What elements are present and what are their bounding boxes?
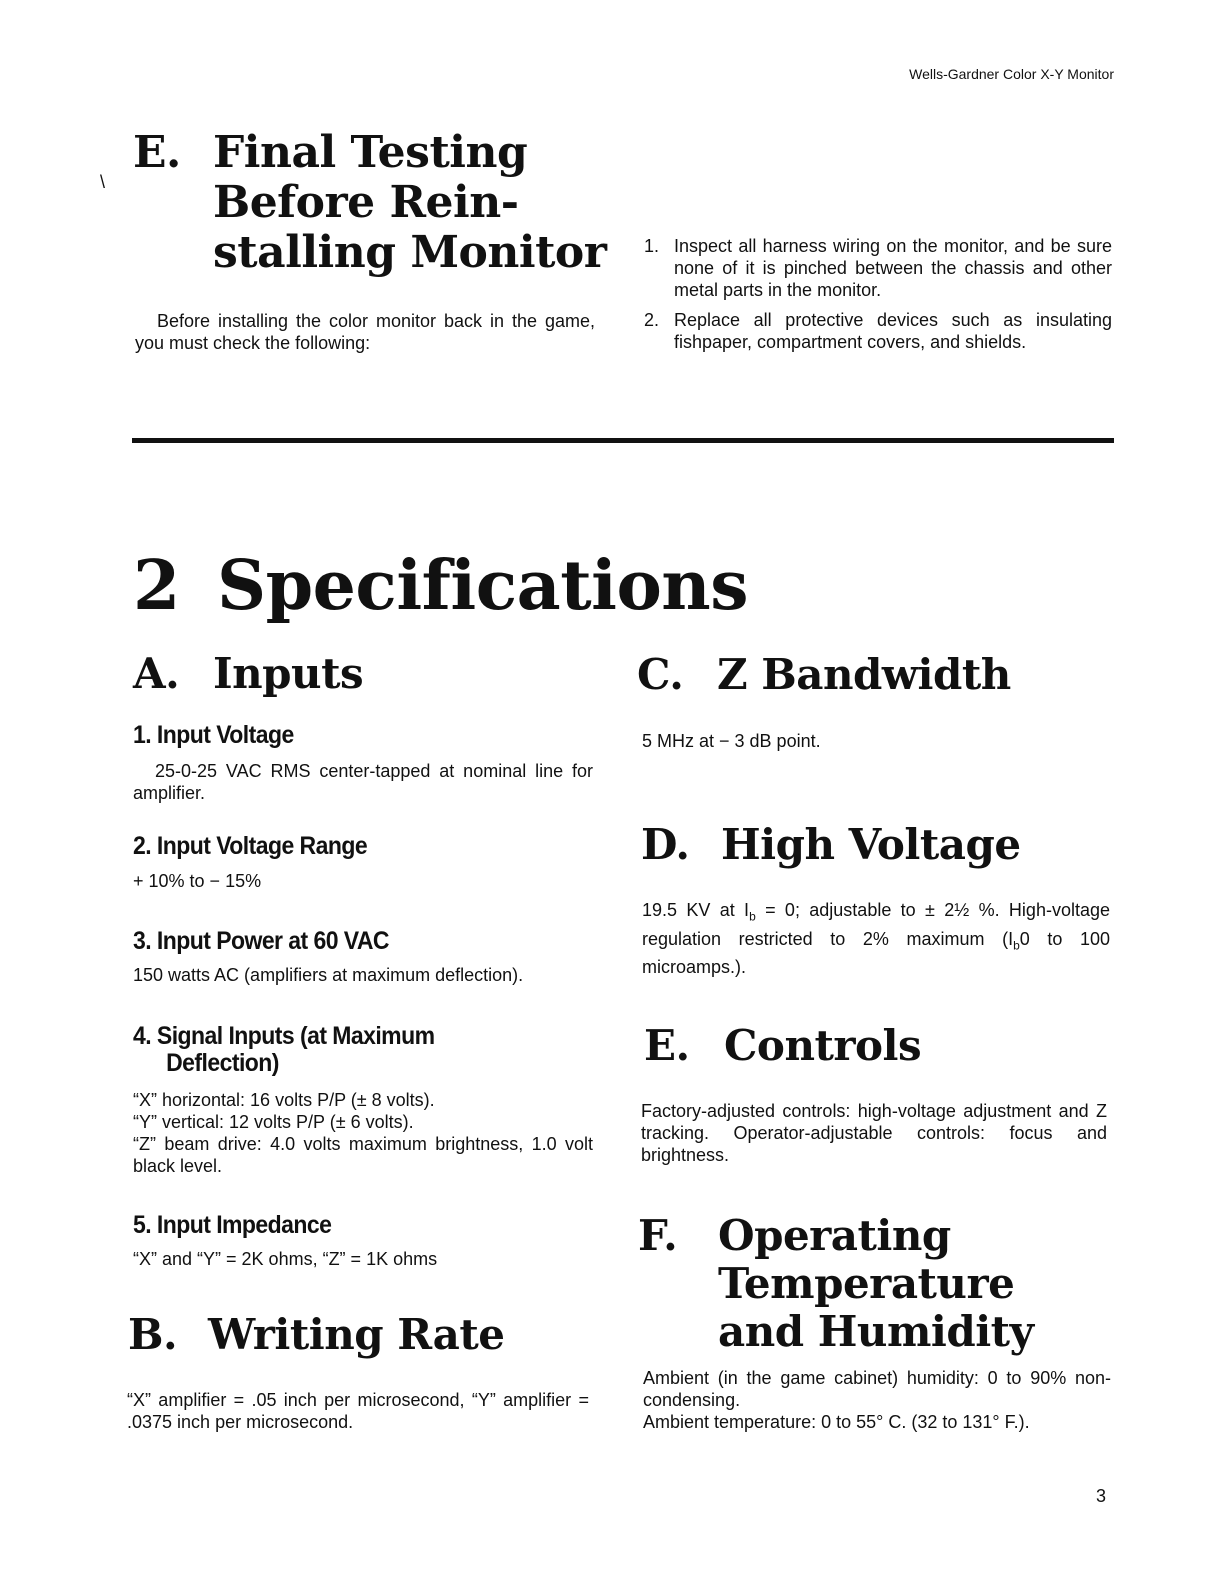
heading-line: 4. Signal Inputs (at Maximum [133, 1022, 435, 1050]
section-title: Z Bandwidth [717, 650, 1011, 699]
input-power-heading: 3. Input Power at 60 VAC [133, 927, 390, 955]
final-testing-heading [133, 127, 607, 278]
input-power-text: 150 watts AC (amplifiers at maximum deflection). [133, 965, 524, 985]
signal-line: “X” horizontal: 16 volts P/P (± 8 volts). [133, 1090, 435, 1110]
heading-line: Operating [718, 1211, 951, 1260]
chapter-name: Specifications [217, 546, 749, 626]
item-text: Replace all protective devices such as insulating fishpaper, compartment covers, and shields. [674, 310, 1112, 352]
section-letter: E. [133, 127, 181, 178]
hv-text-part: 19.5 KV at I [642, 900, 750, 920]
input-voltage-heading: 1. Input Voltage [133, 721, 294, 749]
section-title: High Voltage [721, 820, 1021, 869]
writing-rate-heading [128, 1311, 504, 1359]
section-title: Controls [724, 1021, 922, 1070]
hv-subscript: b [1013, 938, 1020, 953]
controls-heading [644, 1022, 921, 1070]
hv-subscript: b [749, 909, 756, 924]
signal-line: “Y” vertical: 12 volts P/P (± 6 volts). [133, 1112, 414, 1132]
signal-line: “Z” beam drive: 4.0 volts maximum brightness, 1.0 volt black level. [133, 1134, 593, 1176]
input-impedance-text: “X” and “Y” = 2K ohms, “Z” = 1K ohms [133, 1249, 438, 1269]
input-voltage-range-heading: 2. Input Voltage Range [133, 832, 368, 860]
signal-inputs-heading [133, 1023, 434, 1077]
heading-line: stalling Monitor [213, 227, 607, 278]
checklist-item [644, 309, 1112, 353]
section-letter: B. [128, 1310, 178, 1359]
final-testing-intro: Before installing the color monitor back in the game, you must check the following: [135, 311, 595, 353]
section-letter: F. [638, 1211, 678, 1260]
heading-line: Deflection) [166, 1049, 279, 1077]
item-number: 2. [644, 310, 660, 330]
input-voltage-range-text: + 10% to − 15% [133, 871, 262, 891]
controls-text: Factory-adjusted controls: high-voltage adjustment and Z tracking. Operator-adjustable controls: focus and brightness. [641, 1101, 1107, 1165]
z-bandwidth-text: 5 MHz at − 3 dB point. [642, 731, 821, 751]
heading-line: and Humidity [718, 1307, 1034, 1356]
item-number: 1. [644, 236, 660, 256]
chapter-title [133, 546, 748, 626]
inputs-heading [133, 650, 363, 698]
checklist-item [644, 235, 1112, 301]
operating-line: Ambient temperature: 0 to 55° C. (32 to 131° F.). [643, 1412, 1030, 1432]
operating-text [643, 1367, 1111, 1433]
section-title: Writing Rate [208, 1310, 505, 1359]
operating-line: Ambient (in the game cabinet) humidity: 0 to 90% non-condensing. [643, 1368, 1111, 1410]
heading-line: Temperature [718, 1259, 1015, 1308]
hv-text-part: 0 to 100 microamps.). [642, 928, 1111, 978]
input-impedance-heading: 5. Input Impedance [133, 1211, 332, 1239]
high-voltage-heading [641, 821, 1021, 869]
hv-text-part: = 0; adjustable to ± 2½ %. High-voltage regulation restricted to 2% maximum (I [642, 900, 1110, 949]
heading-line: Final Testing [213, 127, 528, 178]
section-divider [132, 438, 1114, 443]
z-bandwidth-heading [637, 651, 1011, 699]
running-header: Wells-Gardner Color X-Y Monitor [909, 66, 1114, 82]
stray-mark: \ [100, 172, 106, 192]
chapter-number: 2 [133, 546, 180, 626]
writing-rate-text: “X” amplifier = .05 inch per microsecond, “Y” amplifier = .0375 inch per microsecond. [127, 1390, 589, 1432]
item-text: Inspect all harness wiring on the monitor, and be sure none of it is pinched between the chassis and other metal parts in the monitor. [674, 236, 1112, 300]
input-voltage-text: 25-0-25 VAC RMS center-tapped at nominal line for amplifier. [133, 761, 593, 803]
heading-line: Before Rein- [213, 177, 519, 228]
section-title: Inputs [213, 649, 364, 698]
page-number: 3 [1096, 1486, 1107, 1506]
high-voltage-text [642, 899, 1110, 978]
section-letter: C. [637, 650, 684, 699]
section-letter: D. [641, 820, 690, 869]
section-letter: A. [133, 649, 180, 698]
checklist [644, 235, 1112, 353]
section-letter: E. [644, 1021, 690, 1070]
operating-heading [638, 1211, 1034, 1356]
signal-inputs-text [133, 1089, 593, 1177]
